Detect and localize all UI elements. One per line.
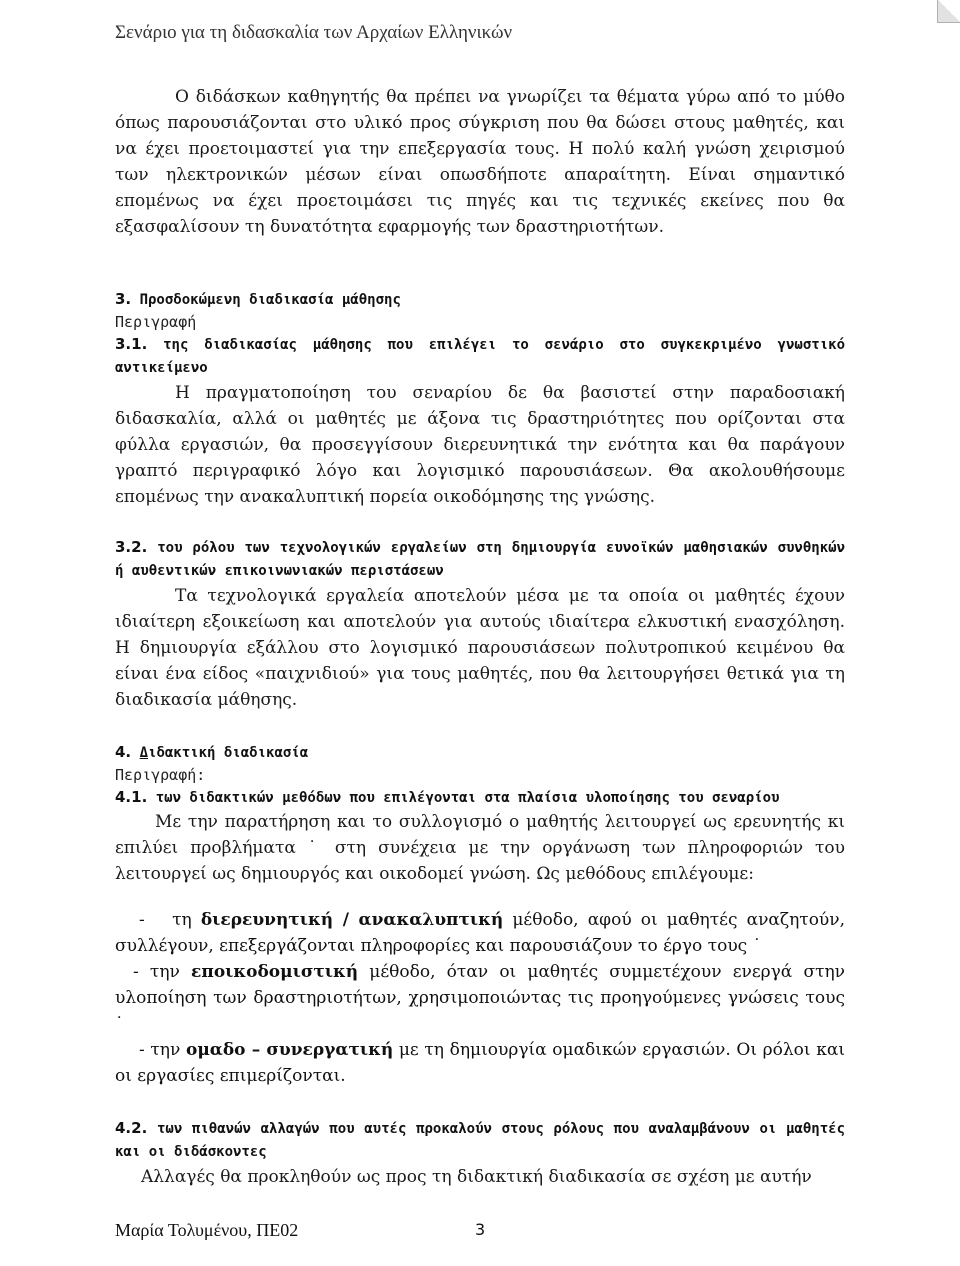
section-4-2-body: Αλλαγές θα προκληθούν ως προς τη διδακτική διαδικασία σε σχέση με αυτήν [141, 1167, 812, 1187]
section-3-number: 3. [115, 290, 132, 308]
section-3-2-number: 3.2. [115, 538, 148, 556]
page-header: Σενάριο για τη διδασκαλία των Αρχαίων Ελληνικών [115, 22, 513, 43]
section-3-2-title: του ρόλου των τεχνολογικών εργαλείων στη δημιουργία ευνοϊκών μαθησιακών συνθηκών ή αυθεντικών επικοινωνιακών περιστάσεων [115, 540, 846, 579]
method-item-text: με τη δημιουργία ομαδικών εργασιών. Οι ρόλοι και οι εργασίες επιμερίζονται. [115, 1040, 845, 1086]
method-item-text: μέθοδο, αφού οι μαθητές αναζητούν, συλλέγουν, επεξεργάζονται πληροφορίες και παρουσιάζουν το έργο τους ˙ [115, 910, 845, 956]
method-item-prefix: - τη [139, 910, 201, 930]
section-4-title-initial: Δ [139, 745, 149, 761]
section-4-1-number: 4.1. [115, 788, 148, 806]
page-footer [115, 1220, 486, 1241]
section-3-2-heading [115, 536, 845, 583]
section-4-number: 4. [115, 743, 132, 761]
section-4-2-heading [115, 1117, 845, 1164]
section-3-1-body: Η πραγματοποίηση του σεναρίου δε θα βασιστεί στην παραδοσιακή διδασκαλία, αλλά οι μαθητές με άξονα τις δραστηριότητες που ορίζονται στα φύλλα εργασιών, θα προσεγγίσουν διερευνητικά την ενότητα και θα παράγουν γραπτό περιγραφικό λόγο και λογισμικό παρουσιάσεων. Θα ακολουθήσουμε επομένως την ανακαλυπτική πορεία οικοδόμησης της γνώσης. [115, 383, 845, 507]
section-4-1-heading [115, 786, 845, 809]
method-item-text: μέθοδο, όταν οι μαθητές συμμετέχουν ενεργά στην υλοποίηση των δραστηριοτήτων, χρησιμοποιώντας τις προηγούμενες γνώσεις τους ˙ [115, 962, 846, 1034]
section-4-1-body: Με την παρατήρηση και το συλλογισμό ο μαθητής λειτουργεί ως ερευνητής κι επιλύει προβλήματα ˙ στη συνέχεια με την οργάνωση των πληροφοριών του λειτουργεί ως δημιουργός και οικοδομεί γνώση. Ως μεθόδους επιλέγουμε: [115, 812, 845, 884]
method-item-name: ομαδο – συνεργατική [185, 1040, 394, 1060]
method-item-prefix: - την [139, 1040, 186, 1060]
section-3-1-number: 3.1. [115, 335, 148, 353]
method-item-name: εποικοδομιστική [191, 962, 359, 982]
intro-paragraph: Ο διδάσκων καθηγητής θα πρέπει να γνωρίζει τα θέματα γύρω από το μύθο όπως παρουσιάζονται στο υλικό προς σύγκριση που θα δώσει στους μαθητές, και να έχει προετοιμαστεί για την επεξεργασία τους. Η πολύ καλή γνώση χειρισμού των ηλεκτρονικών μέσων είναι οπωσδήποτε απαραίτητη. Είναι σημαντικό επομένως να έχει προετοιμάσει τις πηγές και τις τεχνικές εκείνες που θα εξασφαλίσουν τη δυνατότητα εφαρμογής των δραστηριοτήτων. [115, 87, 845, 237]
section-3-title: Προσδοκώμενη διαδικασία μάθησης [139, 292, 401, 308]
method-item [115, 907, 845, 959]
section-4-heading [115, 741, 845, 764]
section-3-1-title: της διαδικασίας μάθησης που επιλέγει το σενάριο στο συγκεκριμένο γνωστικό αντικείμενο [115, 337, 845, 376]
section-4-title-rest: ιδακτική διαδικασία [148, 745, 309, 761]
section-4-label: Περιγραφή: [115, 766, 206, 784]
section-3-label: Περιγραφή [115, 313, 197, 331]
section-3-heading [115, 288, 845, 311]
footer-author: Μαρία Τολυμένου, ΠΕ02 [115, 1220, 299, 1240]
section-3-1-heading [115, 333, 845, 380]
section-4-2-number: 4.2. [115, 1119, 148, 1137]
method-item-name: διερευνητική / ανακαλυπτική [200, 910, 504, 930]
section-4-1-title: των διδακτικών μεθόδων που επιλέγονται στα πλαίσια υλοποίησης του σεναρίου [155, 790, 780, 806]
page-content [115, 84, 845, 1190]
method-item-prefix: - την [133, 962, 192, 982]
section-3-2-body: Τα τεχνολογικά εργαλεία αποτελούν μέσα με τα οποία οι μαθητές έχουν ιδιαίτερη εξοικείωση και αποτελούν για αυτούς ιδιαίτερα ελκυστική ενασχόληση. Η δημιουργία εξάλλου στο λογισμικό παρουσιάσεων πολυτροπικού κειμένου θα είναι ένα είδος «παιχνιδιού» για τους μαθητές, που θα λειτουργήσει θετικά για τη διαδικασία μάθησης. [115, 586, 845, 710]
section-4-2-title: των πιθανών αλλαγών που αυτές προκαλούν στους ρόλους που αναλαμβάνουν οι μαθητές και οι διδάσκοντες [115, 1121, 846, 1160]
method-item [115, 959, 845, 1037]
method-item [115, 1037, 845, 1089]
page-number: 3 [475, 1220, 486, 1239]
page-corner-fold [937, 0, 960, 23]
